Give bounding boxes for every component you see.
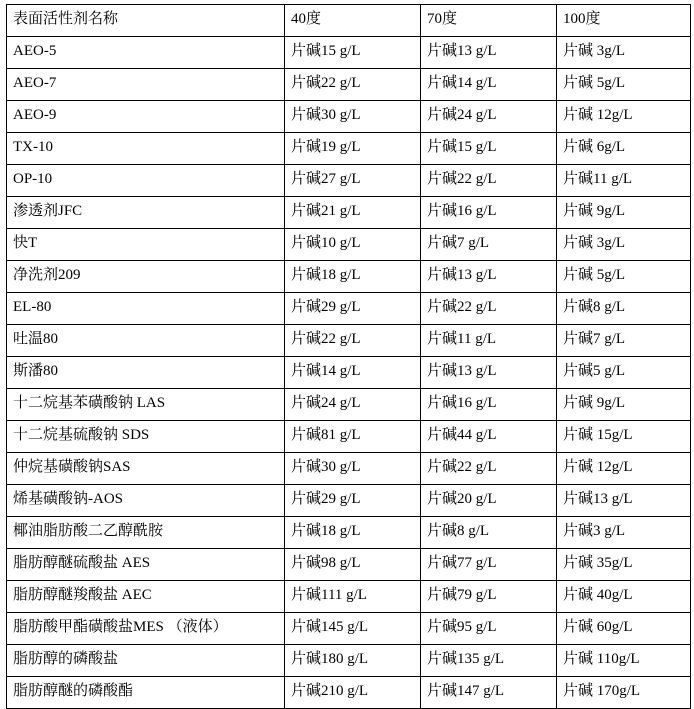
- table-row: [7, 421, 691, 453]
- table-row: [7, 293, 691, 325]
- cell-name: AEO-9: [7, 101, 285, 133]
- cell-70: 片碱22 g/L: [421, 293, 557, 325]
- cell-40: 片碱22 g/L: [285, 325, 421, 357]
- cell-70: 片碱95 g/L: [421, 613, 557, 645]
- cell-100: 片碱 5g/L: [557, 69, 691, 101]
- cell-name: 净洗剂209: [7, 261, 285, 293]
- cell-40: 片碱145 g/L: [285, 613, 421, 645]
- table-row: [7, 197, 691, 229]
- cell-40: 片碱210 g/L: [285, 677, 421, 709]
- cell-40: 片碱180 g/L: [285, 645, 421, 677]
- table-row: [7, 613, 691, 645]
- cell-100: 片碱 12g/L: [557, 101, 691, 133]
- table-row: [7, 485, 691, 517]
- cell-name: 烯基磺酸钠-AOS: [7, 485, 285, 517]
- cell-70: 片碱7 g/L: [421, 229, 557, 261]
- surfactant-alkali-table: [6, 4, 691, 709]
- cell-70: 片碱16 g/L: [421, 197, 557, 229]
- cell-40: 片碱18 g/L: [285, 261, 421, 293]
- cell-70: 片碱77 g/L: [421, 549, 557, 581]
- cell-name: 脂肪酸甲酯磺酸盐MES （液体）: [7, 613, 285, 645]
- table-row: [7, 581, 691, 613]
- table-row: [7, 229, 691, 261]
- cell-40: 片碱22 g/L: [285, 69, 421, 101]
- cell-70: 片碱22 g/L: [421, 165, 557, 197]
- cell-70: 片碱16 g/L: [421, 389, 557, 421]
- cell-name: 吐温80: [7, 325, 285, 357]
- cell-name: EL-80: [7, 293, 285, 325]
- table-row: [7, 357, 691, 389]
- table-row: [7, 261, 691, 293]
- cell-100: 片碱 9g/L: [557, 389, 691, 421]
- column-header-name: 表面活性剂名称: [7, 5, 285, 37]
- table-row: [7, 677, 691, 709]
- cell-40: 片碱29 g/L: [285, 293, 421, 325]
- cell-40: 片碱98 g/L: [285, 549, 421, 581]
- cell-name: 椰油脂肪酸二乙醇酰胺: [7, 517, 285, 549]
- cell-100: 片碱 15g/L: [557, 421, 691, 453]
- column-header-70: 70度: [421, 5, 557, 37]
- table-row: [7, 549, 691, 581]
- cell-name: 十二烷基硫酸钠 SDS: [7, 421, 285, 453]
- cell-70: 片碱13 g/L: [421, 37, 557, 69]
- cell-70: 片碱14 g/L: [421, 69, 557, 101]
- cell-name: AEO-7: [7, 69, 285, 101]
- table-body: [7, 5, 691, 709]
- cell-40: 片碱30 g/L: [285, 453, 421, 485]
- column-header-40: 40度: [285, 5, 421, 37]
- cell-name: 斯潘80: [7, 357, 285, 389]
- cell-70: 片碱13 g/L: [421, 357, 557, 389]
- cell-100: 片碱 9g/L: [557, 197, 691, 229]
- cell-name: 十二烷基苯磺酸钠 LAS: [7, 389, 285, 421]
- cell-100: 片碱13 g/L: [557, 485, 691, 517]
- cell-name: 脂肪醇醚的磷酸酯: [7, 677, 285, 709]
- cell-name: 脂肪醇醚硫酸盐 AES: [7, 549, 285, 581]
- cell-name: 仲烷基磺酸钠SAS: [7, 453, 285, 485]
- cell-40: 片碱30 g/L: [285, 101, 421, 133]
- cell-name: 脂肪醇醚羧酸盐 AEC: [7, 581, 285, 613]
- cell-70: 片碱44 g/L: [421, 421, 557, 453]
- cell-100: 片碱 60g/L: [557, 613, 691, 645]
- cell-name: 快T: [7, 229, 285, 261]
- table-row: [7, 165, 691, 197]
- cell-70: 片碱135 g/L: [421, 645, 557, 677]
- table-row: [7, 133, 691, 165]
- table-row: [7, 389, 691, 421]
- cell-100: 片碱11 g/L: [557, 165, 691, 197]
- table-row: [7, 101, 691, 133]
- cell-40: 片碱15 g/L: [285, 37, 421, 69]
- cell-100: 片碱7 g/L: [557, 325, 691, 357]
- table-row: [7, 517, 691, 549]
- cell-100: 片碱 5g/L: [557, 261, 691, 293]
- cell-100: 片碱 3g/L: [557, 229, 691, 261]
- cell-40: 片碱14 g/L: [285, 357, 421, 389]
- cell-name: OP-10: [7, 165, 285, 197]
- cell-100: 片碱5 g/L: [557, 357, 691, 389]
- cell-40: 片碱29 g/L: [285, 485, 421, 517]
- cell-40: 片碱10 g/L: [285, 229, 421, 261]
- cell-100: 片碱 6g/L: [557, 133, 691, 165]
- cell-70: 片碱11 g/L: [421, 325, 557, 357]
- table-row: [7, 37, 691, 69]
- cell-40: 片碱24 g/L: [285, 389, 421, 421]
- table-row: [7, 69, 691, 101]
- cell-100: 片碱 3g/L: [557, 37, 691, 69]
- cell-100: 片碱 35g/L: [557, 549, 691, 581]
- cell-name: 脂肪醇的磷酸盐: [7, 645, 285, 677]
- cell-name: AEO-5: [7, 37, 285, 69]
- cell-70: 片碱79 g/L: [421, 581, 557, 613]
- cell-name: 渗透剂JFC: [7, 197, 285, 229]
- cell-70: 片碱8 g/L: [421, 517, 557, 549]
- table-header-row: [7, 5, 691, 37]
- cell-100: 片碱 110g/L: [557, 645, 691, 677]
- cell-40: 片碱19 g/L: [285, 133, 421, 165]
- cell-70: 片碱20 g/L: [421, 485, 557, 517]
- cell-100: 片碱 170g/L: [557, 677, 691, 709]
- table-row: [7, 645, 691, 677]
- cell-70: 片碱147 g/L: [421, 677, 557, 709]
- cell-40: 片碱18 g/L: [285, 517, 421, 549]
- cell-70: 片碱24 g/L: [421, 101, 557, 133]
- cell-100: 片碱 12g/L: [557, 453, 691, 485]
- cell-70: 片碱15 g/L: [421, 133, 557, 165]
- cell-100: 片碱8 g/L: [557, 293, 691, 325]
- cell-70: 片碱13 g/L: [421, 261, 557, 293]
- cell-100: 片碱 40g/L: [557, 581, 691, 613]
- table-row: [7, 453, 691, 485]
- cell-100: 片碱3 g/L: [557, 517, 691, 549]
- table-row: [7, 325, 691, 357]
- cell-70: 片碱22 g/L: [421, 453, 557, 485]
- cell-40: 片碱21 g/L: [285, 197, 421, 229]
- cell-40: 片碱111 g/L: [285, 581, 421, 613]
- cell-40: 片碱81 g/L: [285, 421, 421, 453]
- cell-40: 片碱27 g/L: [285, 165, 421, 197]
- column-header-100: 100度: [557, 5, 691, 37]
- cell-name: TX-10: [7, 133, 285, 165]
